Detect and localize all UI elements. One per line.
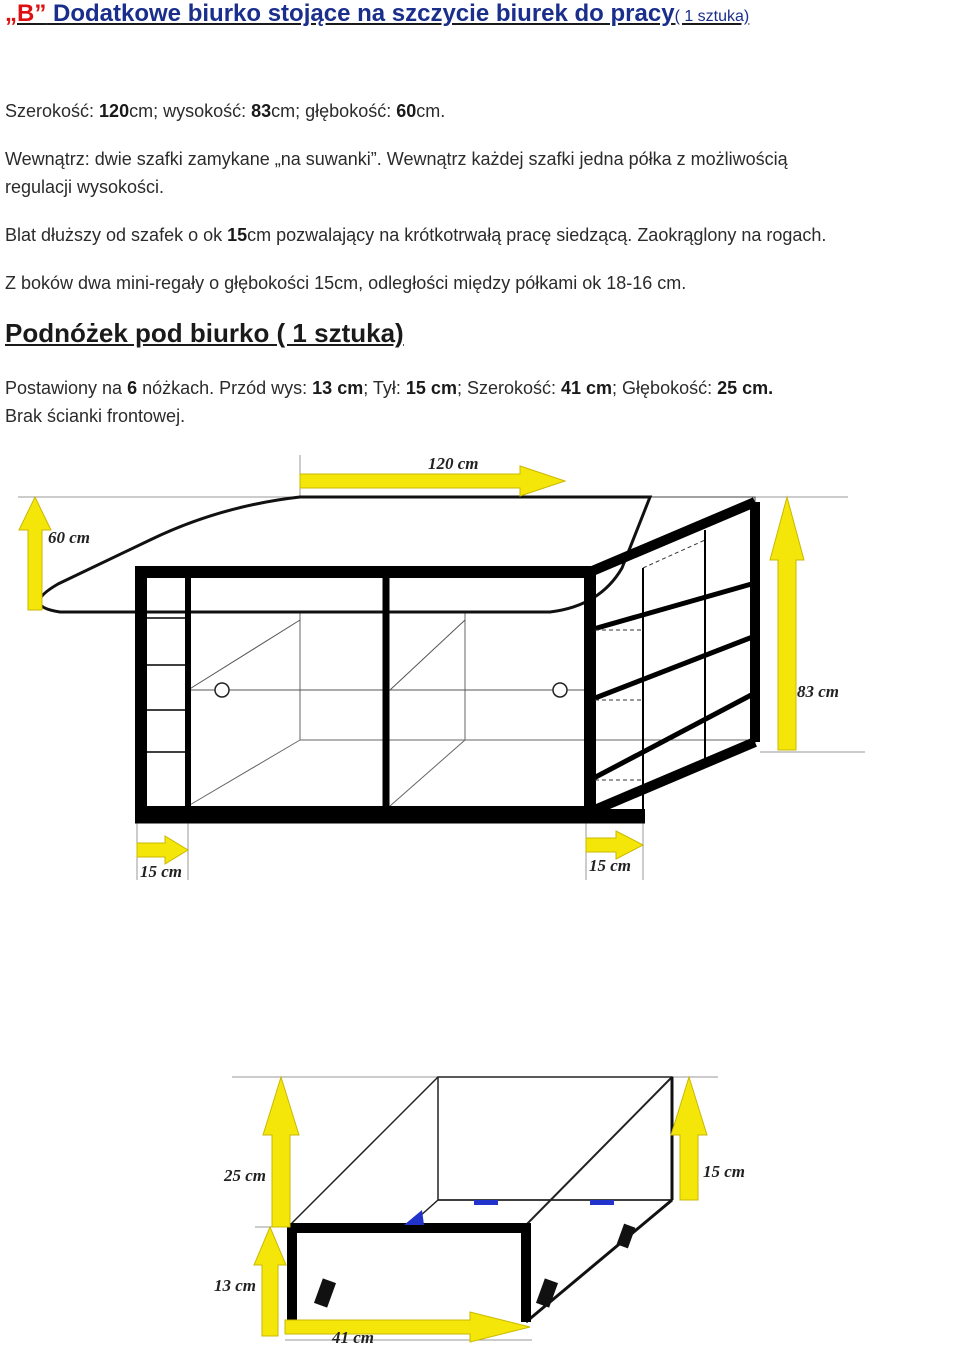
- arrow-footrest-depth: [263, 1077, 299, 1227]
- desk-inside-line-2: regulacji wysokości.: [5, 177, 165, 197]
- footrest-back-height: 15 cm: [405, 378, 457, 398]
- desk-top-overhang: 15: [227, 225, 248, 245]
- desk-depth-label: 60 cm: [48, 528, 91, 547]
- footrest-width: 41 cm: [561, 378, 613, 398]
- desk-top-description: Blat dłuższy od szafek o ok 15cm pozwalający na krótkotrwałą pracę siedzącą. Zaokrąglony na rogach.: [5, 225, 827, 245]
- arrow-shelf-15: [586, 831, 643, 859]
- desk-dimensions: Szerokość: 120cm; wysokość: 83cm; głębokość: 60cm.: [5, 101, 446, 121]
- title-main: Dodatkowe biurko stojące na szczycie biurek do pracy: [53, 0, 675, 27]
- footrest-description-2: Brak ścianki frontowej.: [5, 406, 186, 426]
- desk-inside-line-1: Wewnątrz: dwie szafki zamykane „na suwanki”. Wewnątrz każdej szafki jedna półka z możliwością: [5, 149, 788, 169]
- title-quantity: ( 1 sztuka): [674, 8, 750, 25]
- desk-overhang-label: 15 cm: [140, 862, 183, 881]
- desk-sides-description: Z boków dwa mini-regały o głębokości 15cm, odległości między półkami ok 18-16 cm.: [5, 273, 687, 293]
- desk-width-label: 120 cm: [428, 454, 479, 473]
- title-letter: „B”: [5, 0, 47, 27]
- footrest-description: Postawiony na 6 nóżkach. Przód wys: 13 cm; Tył: 15 cm; Szerokość: 41 cm; Głębokość: 25 cm.: [5, 378, 774, 398]
- footrest-back-label: 15 cm: [703, 1162, 746, 1181]
- footrest-depth-label: 25 cm: [224, 1166, 267, 1185]
- footrest-depth: 25 cm.: [717, 378, 774, 398]
- footrest-diagram: [232, 1077, 718, 1342]
- arrow-overhang-15: [137, 836, 188, 864]
- arrow-footrest-width: [285, 1312, 530, 1342]
- arrow-height-83: [770, 497, 804, 750]
- desk-diagram: [18, 455, 865, 880]
- footrest-width-label: 41 cm: [332, 1328, 375, 1347]
- arrow-footrest-front: [254, 1227, 286, 1336]
- footrest-front-label: 13 cm: [214, 1276, 257, 1295]
- desk-width-value: 120: [99, 101, 130, 121]
- footrest-heading: Podnóżek pod biurko ( 1 sztuka): [5, 318, 404, 348]
- footrest-front-height: 13 cm: [312, 378, 364, 398]
- desk-height-value: 83: [251, 101, 272, 121]
- desk-shelf-depth-label: 15 cm: [589, 856, 632, 875]
- footrest-legs: 6: [127, 378, 138, 398]
- desk-depth-value: 60: [396, 101, 417, 121]
- arrow-footrest-back: [671, 1077, 707, 1200]
- desk-height-label: 83 cm: [797, 682, 840, 701]
